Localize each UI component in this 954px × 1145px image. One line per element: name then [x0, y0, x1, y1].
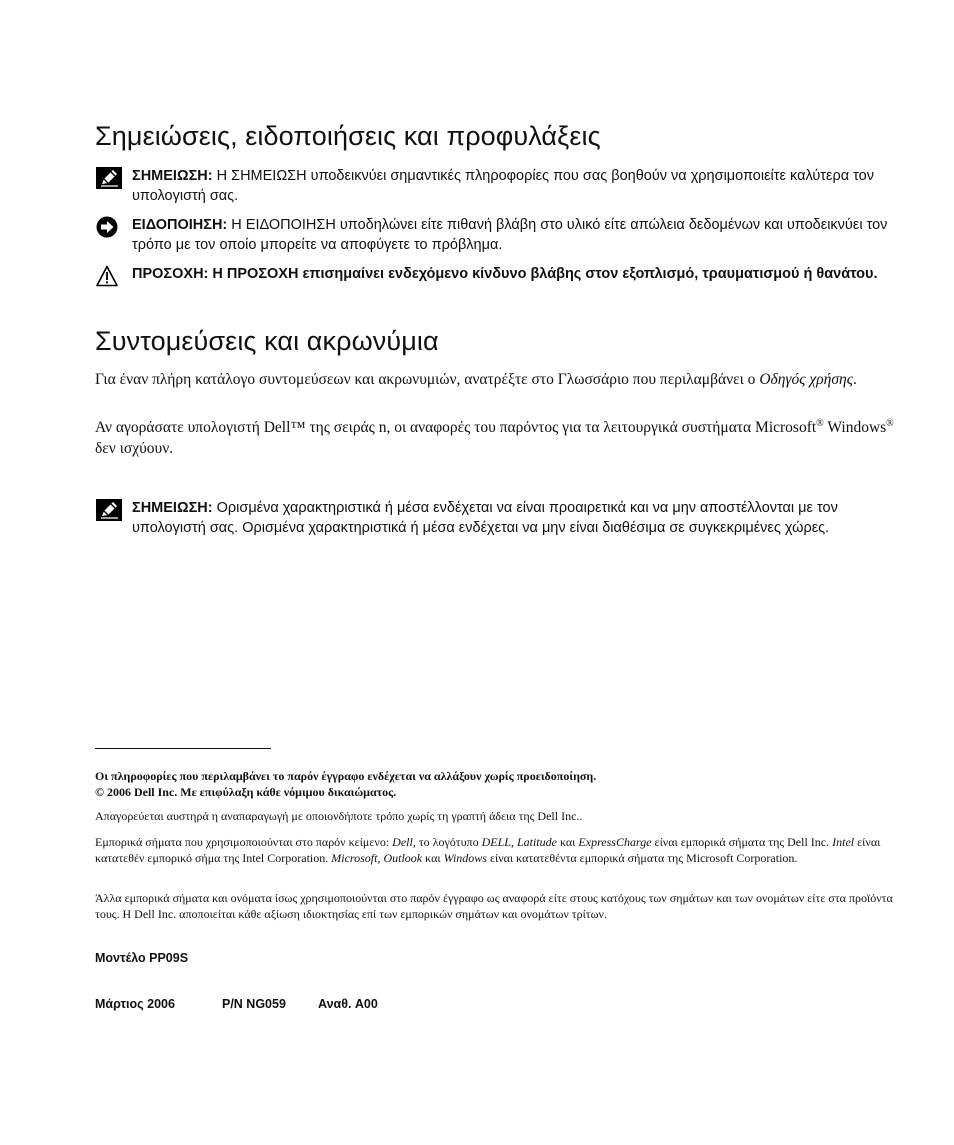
note-pencil-icon	[96, 167, 122, 189]
notice-label: ΕΙΔΟΠΟΙΗΣΗ:	[132, 217, 228, 233]
footer-divider	[95, 748, 271, 749]
caution-label: ΠΡΟΣΟΧΗ:	[132, 266, 209, 282]
other-trademarks-paragraph: Άλλα εμπορικά σήματα και ονόματα ίσως χρησιμοποιούνται στο παρόν έγγραφο ως αναφορά είτε στους κατόχους των σημάτων και των ονομάτων είτε στα προϊόντα τους. Η Dell Inc. αποποιείται κάθε αξίωση ιδιοκτησίας επί των εμπορικών σημάτων και ονομάτων τρίτων.	[95, 891, 893, 921]
revision: Αναθ. A00	[318, 997, 378, 1011]
publish-date: Μάρτιος 2006	[95, 997, 175, 1011]
note-label: ΣΗΜΕΙΩΣΗ:	[132, 500, 213, 516]
section-title-abbreviations: Συντομεύσεις και ακρωνύμια	[95, 326, 439, 356]
note-text: Ορισμένα χαρακτηριστικά ή μέσα ενδέχεται να είναι προαιρετικά και να μην αποστέλλονται με τον υπολογιστή σας. Ορισμένα χαρακτηριστικά ή μέσα ενδέχεται να μην είναι διαθέσιμα σε συγκεκριμένες χώρες.	[132, 500, 838, 536]
n-series-paragraph	[95, 417, 895, 459]
caution-text: Η ΠΡΟΣΟΧΗ επισημαίνει ενδεχόμενο κίνδυνο βλάβης στον εξοπλισμό, τραυματισμού ή θανάτου.	[212, 266, 878, 282]
change-notice	[95, 768, 895, 800]
windows-text: Windows	[823, 419, 887, 436]
reproduction-notice: Απαγορεύεται αυστηρά η αναπαραγωγή με οποιονδήποτε τρόπο χωρίς τη γραπτή άδεια της Dell Inc..	[95, 809, 583, 823]
glossary-end: .	[853, 371, 857, 388]
n-series-end: δεν ισχύουν.	[95, 440, 174, 457]
part-number: P/N NG059	[222, 997, 286, 1011]
note-label: ΣΗΜΕΙΩΣΗ:	[132, 168, 213, 184]
registered-mark: ®	[886, 417, 894, 429]
caution-triangle-icon	[96, 265, 122, 287]
registered-mark: ®	[816, 417, 824, 429]
section-title-notes: Σημειώσεις, ειδοποιήσεις και προφυλάξεις	[95, 121, 601, 151]
glossary-text: Για έναν πλήρη κατάλογο συντομεύσεων και ακρωνυμιών, ανατρέξτε στο Γλωσσάριο που περιλαμβάνει ο	[95, 371, 760, 388]
users-guide-link-text: Οδηγός χρήσης	[759, 371, 853, 388]
n-series-text: Αν αγοράσατε υπολογιστή Dell™ της σειράς n, οι αναφορές του παρόντος για τα λειτουργικά συστήματα Microsoft	[95, 419, 817, 436]
note-text: Η ΣΗΜΕΙΩΣΗ υποδεικνύει σημαντικές πληροφορίες που σας βοηθούν να χρησιμοποιείτε καλύτερα τον υπολογιστή σας.	[132, 168, 874, 204]
change-notice-text: Οι πληροφορίες που περιλαμβάνει το παρόν έγγραφο ενδέχεται να αλλάξουν χωρίς προειδοποίηση.	[95, 769, 597, 783]
copyright-text: © 2006 Dell Inc. Με επιφύλαξη κάθε νόμιμου δικαιώματος.	[95, 785, 397, 799]
note-pencil-icon	[96, 499, 122, 521]
notice-arrow-icon	[96, 216, 122, 238]
glossary-paragraph	[95, 369, 895, 390]
model-number: Μοντέλο PP09S	[95, 951, 189, 965]
notice-text: Η ΕΙΔΟΠΟΙΗΣΗ υποδηλώνει είτε πιθανή βλάβη στο υλικό είτε απώλεια δεδομένων και υποδεικνύει τον τρόπο με τον οποίο μπορείτε να αποφύγετε το πρόβλημα.	[132, 217, 888, 253]
trademarks-paragraph: Εμπορικά σήματα που χρησιμοποιούνται στο παρόν κείμενο: Dell, το λογότυπο DELL, Latitude και ExpressCharge είναι εμπορικά σήματα της Dell Inc. Intel είναι κατατεθέν εμπορικό σήμα της Intel Corporation. Microsoft, Outlook και Windows είναι κατατεθέντα εμπορικά σήματα της Microsoft Corporation.	[95, 835, 881, 865]
